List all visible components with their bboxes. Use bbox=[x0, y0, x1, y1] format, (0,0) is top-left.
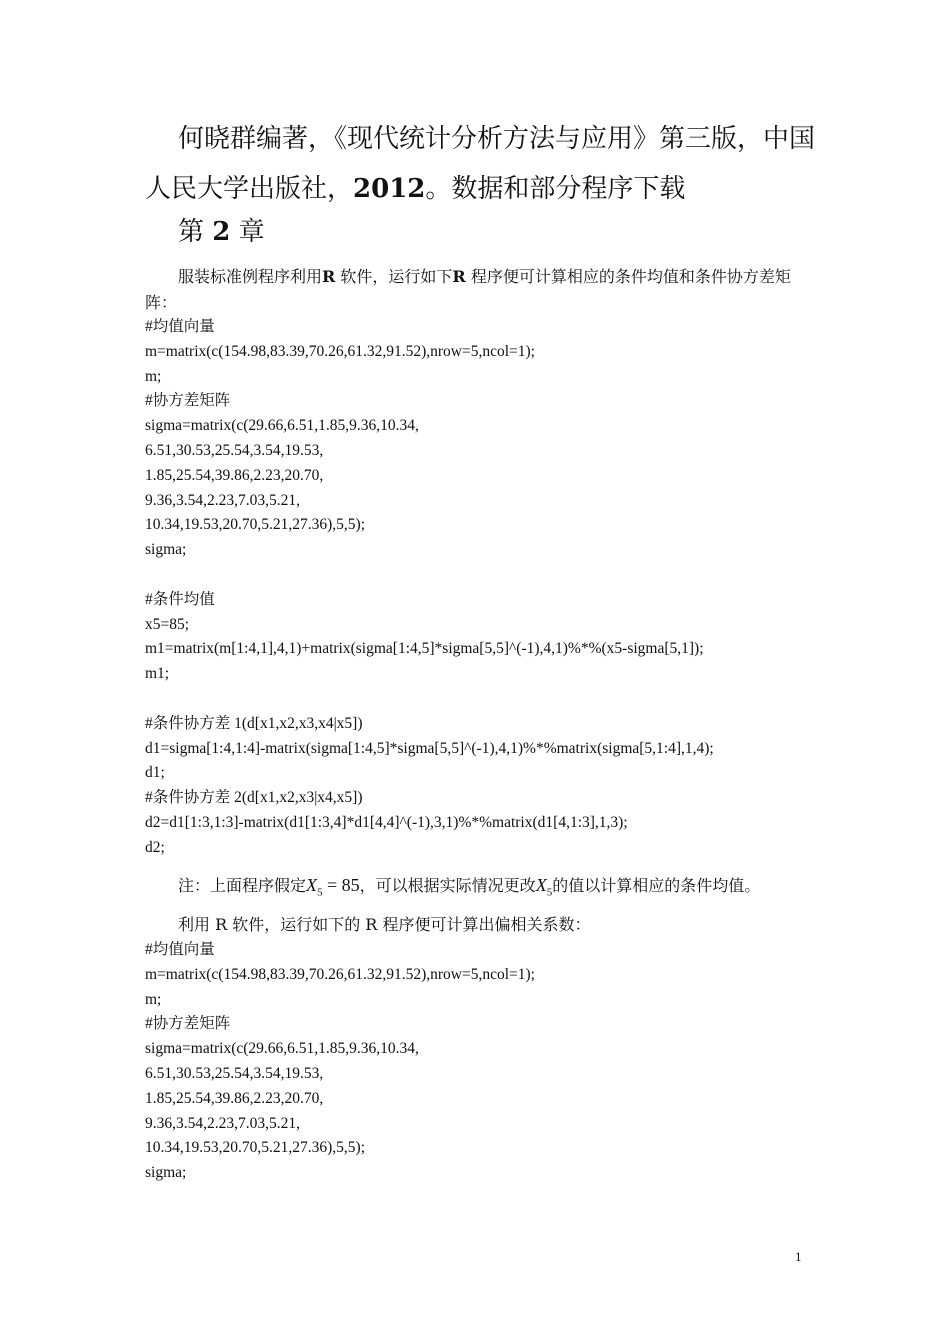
code-line: 10.34,19.53,20.70,5.21,27.36),5,5); bbox=[145, 1139, 366, 1157]
code-line: d1=sigma[1:4,1:4]-matrix(sigma[1:4,5]*sigma[5,5]^(-1),4,1)%*%matrix(sigma[5,1:4],1,4); bbox=[145, 739, 714, 757]
code-line: m; bbox=[145, 990, 162, 1008]
code-line: #均值向量 bbox=[145, 318, 215, 335]
note-middle: ，可以根据实际情况更改 bbox=[359, 876, 536, 895]
code-line: d2=d1[1:3,1:3]-matrix(d1[1:3,4]*d1[4,4]^(-1),3,1)%*%matrix(d1[4,1:3],1,3); bbox=[145, 813, 628, 831]
code-line: sigma; bbox=[145, 541, 187, 559]
code-line: sigma=matrix(c(29.66,6.51,1.85,9.36,10.34, bbox=[145, 417, 419, 435]
intro-text-2: 软件，运行如下 bbox=[340, 267, 453, 286]
code-line: #条件均值 bbox=[145, 590, 215, 608]
document-title bbox=[145, 114, 820, 214]
note-paragraph bbox=[178, 870, 760, 908]
code-line: #均值向量 bbox=[145, 941, 215, 958]
chapter-prefix: 第 bbox=[178, 217, 205, 247]
intro-r-1: R bbox=[322, 267, 336, 286]
intro-text-1: 服装标准例程序利用 bbox=[178, 267, 323, 286]
code-line: d1; bbox=[145, 764, 165, 782]
chapter-number: 2 bbox=[212, 217, 231, 247]
code-line: 6.51,30.53,25.54,3.54,19.53, bbox=[145, 1064, 324, 1082]
page-number: 1 bbox=[795, 1249, 802, 1264]
title-text-1: 何晓群编著，《现代统计分析方法与应用》第三版，中国人民大学出版社， bbox=[145, 124, 816, 204]
code-line: #协方差矩阵 bbox=[145, 392, 231, 410]
code-block-conditional bbox=[145, 315, 825, 861]
note-var: X bbox=[306, 875, 318, 895]
note-formula bbox=[306, 875, 360, 899]
title-text-2: 。数据和部分程序下载 bbox=[425, 174, 686, 204]
note-sub: 5 bbox=[317, 886, 323, 899]
code-block-partial bbox=[145, 938, 825, 1186]
code-line: 10.34,19.53,20.70,5.21,27.36),5,5); bbox=[145, 516, 366, 534]
partial-correlation-paragraph: 利用 R 软件，运行如下的 R 程序便可计算出偏相关系数： bbox=[178, 915, 591, 934]
code-line: d2; bbox=[145, 838, 165, 856]
code-line bbox=[145, 563, 825, 588]
code-line: #协方差矩阵 bbox=[145, 1015, 231, 1033]
code-line: m=matrix(c(154.98,83.39,70.26,61.32,91.52),nrow=5,ncol=1); bbox=[145, 965, 535, 983]
code-line: 6.51,30.53,25.54,3.54,19.53, bbox=[145, 441, 324, 459]
code-line: 9.36,3.54,2.23,7.03,5.21, bbox=[145, 491, 300, 509]
intro-text-3: 程序便可计算相应的条件均值和条件协方差矩阵： bbox=[145, 267, 791, 312]
code-line: x5=85; bbox=[145, 615, 190, 633]
note-sub-2: 5 bbox=[546, 886, 553, 899]
title-year: 2012 bbox=[353, 174, 426, 204]
note-formula-2 bbox=[535, 875, 553, 899]
chapter-suffix: 章 bbox=[238, 217, 265, 247]
code-line: 1.85,25.54,39.86,2.23,20.70, bbox=[145, 1089, 324, 1107]
code-line: sigma=matrix(c(29.66,6.51,1.85,9.36,10.34, bbox=[145, 1040, 419, 1058]
intro-r-2: R bbox=[452, 267, 466, 286]
code-line: sigma; bbox=[145, 1164, 187, 1182]
code-line: m1=matrix(m[1:4,1],4,1)+matrix(sigma[1:4,5]*sigma[5,5]^(-1),4,1)%*%(x5-sigma[5,1]); bbox=[145, 640, 704, 658]
code-line: m1; bbox=[145, 665, 170, 683]
code-line: m; bbox=[145, 367, 162, 385]
intro-paragraph bbox=[145, 264, 817, 316]
note-equals: = 85 bbox=[327, 875, 360, 895]
code-line: 9.36,3.54,2.23,7.03,5.21, bbox=[145, 1114, 300, 1132]
chapter-heading bbox=[178, 214, 265, 250]
code-line bbox=[145, 687, 825, 712]
code-line: m=matrix(c(154.98,83.39,70.26,61.32,91.52),nrow=5,ncol=1); bbox=[145, 342, 535, 360]
code-line: #条件协方差 1(d[x1,x2,x3,x4|x5]) bbox=[145, 714, 363, 732]
code-line: #条件协方差 2(d[x1,x2,x3|x4,x5]) bbox=[145, 789, 363, 807]
note-var-2: X bbox=[535, 875, 547, 895]
note-suffix: 的值以计算相应的条件均值。 bbox=[552, 876, 761, 895]
note-prefix: 注：上面程序假定 bbox=[178, 876, 307, 895]
code-line: 1.85,25.54,39.86,2.23,20.70, bbox=[145, 466, 324, 484]
